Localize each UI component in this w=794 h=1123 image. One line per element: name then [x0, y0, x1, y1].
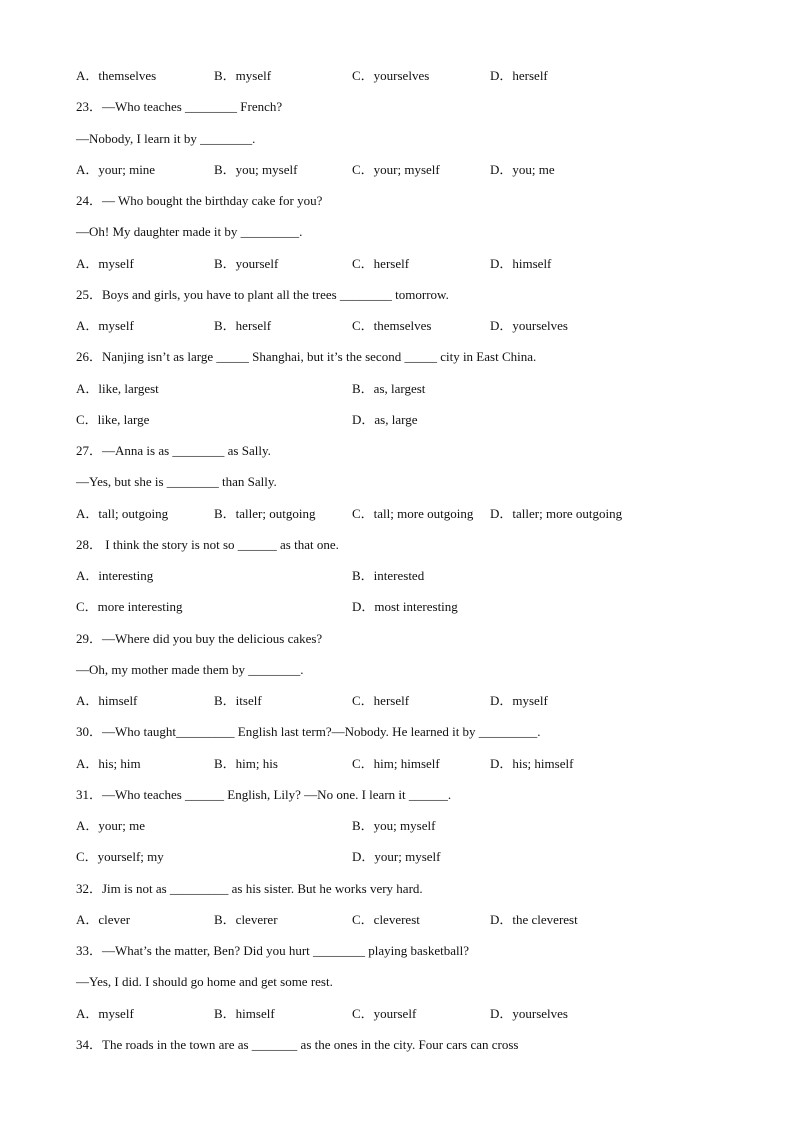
answer-option: D．as, large [352, 412, 418, 427]
answer-option: C．cleverest [352, 912, 420, 927]
answer-option: B．yourself [214, 256, 279, 271]
answer-option: B．you; myself [214, 162, 298, 177]
answer-option: A．your; mine [76, 162, 156, 177]
answer-option: B．itself [214, 693, 262, 708]
answer-option: C．more interesting [76, 599, 183, 614]
question-text: —Oh! My daughter made it by _________. [76, 224, 303, 239]
answer-option: C．yourself; my [76, 849, 164, 864]
answer-option: B．herself [214, 318, 272, 333]
answer-option: B．cleverer [214, 912, 278, 927]
answer-option: B．as, largest [352, 381, 426, 396]
answer-option: D．yourselves [490, 1006, 568, 1021]
answer-option: D．yourselves [490, 318, 568, 333]
answer-option: A．themselves [76, 68, 157, 83]
answer-option: D．his; himself [490, 756, 574, 771]
answer-option: A．his; him [76, 756, 141, 771]
answer-option: D．the cleverest [490, 912, 578, 927]
answer-option: D．herself [490, 68, 548, 83]
answer-option: D．taller; more outgoing [490, 506, 623, 521]
answer-option: C．like, large [76, 412, 150, 427]
answer-option: A．interesting [76, 568, 154, 583]
question-text: 32．Jim is not as _________ as his sister. But he works very hard. [76, 881, 423, 896]
answer-option: A．tall; outgoing [76, 506, 169, 521]
answer-option: A．himself [76, 693, 138, 708]
answer-option: C．your; myself [352, 162, 440, 177]
question-text: 26．Nanjing isn’t as large _____ Shanghai, but it’s the second _____ city in East China. [76, 349, 537, 364]
answer-option: C．themselves [352, 318, 432, 333]
answer-option: C．herself [352, 693, 410, 708]
answer-option: C．herself [352, 256, 410, 271]
answer-option: D．your; myself [352, 849, 441, 864]
question-text: —Nobody, I learn it by ________. [76, 131, 256, 146]
answer-option: D．you; me [490, 162, 555, 177]
answer-option: B．you; myself [352, 818, 436, 833]
answer-option: B．taller; outgoing [214, 506, 316, 521]
answer-option: A．clever [76, 912, 131, 927]
question-text: —Oh, my mother made them by ________. [76, 662, 304, 677]
question-text: —Yes, I did. I should go home and get some rest. [76, 974, 333, 989]
answer-option: A．myself [76, 256, 134, 271]
answer-option: C．yourselves [352, 68, 430, 83]
answer-option: B．him; his [214, 756, 278, 771]
answer-option: D．most interesting [352, 599, 458, 614]
question-text: 25．Boys and girls, you have to plant all the trees ________ tomorrow. [76, 287, 449, 302]
question-text: —Yes, but she is ________ than Sally. [76, 474, 277, 489]
question-text: 23．—Who teaches ________ French? [76, 99, 283, 114]
question-text: 30．—Who taught_________ English last term?—Nobody. He learned it by _________. [76, 724, 541, 739]
question-text: 34．The roads in the town are as _______ as the ones in the city. Four cars can cross [76, 1037, 519, 1052]
answer-option: A．like, largest [76, 381, 159, 396]
answer-option: C．yourself [352, 1006, 417, 1021]
question-text: 28． I think the story is not so ______ as that one. [76, 537, 339, 552]
answer-option: B．interested [352, 568, 425, 583]
question-text: 24．— Who bought the birthday cake for you? [76, 193, 323, 208]
question-text: 29．—Where did you buy the delicious cakes? [76, 631, 323, 646]
answer-option: C．tall; more outgoing [352, 506, 474, 521]
answer-option: B．myself [214, 68, 272, 83]
answer-option: A．myself [76, 1006, 134, 1021]
answer-option: C．him; himself [352, 756, 440, 771]
answer-option: A．your; me [76, 818, 145, 833]
question-text: 31．—Who teaches ______ English, Lily? —No one. I learn it ______. [76, 787, 452, 802]
answer-option: A．myself [76, 318, 134, 333]
question-text: 27．—Anna is as ________ as Sally. [76, 443, 271, 458]
answer-option: B．himself [214, 1006, 275, 1021]
answer-option: D．himself [490, 256, 552, 271]
answer-option: D．myself [490, 693, 548, 708]
question-text: 33．—What’s the matter, Ben? Did you hurt ________ playing basketball? [76, 943, 470, 958]
